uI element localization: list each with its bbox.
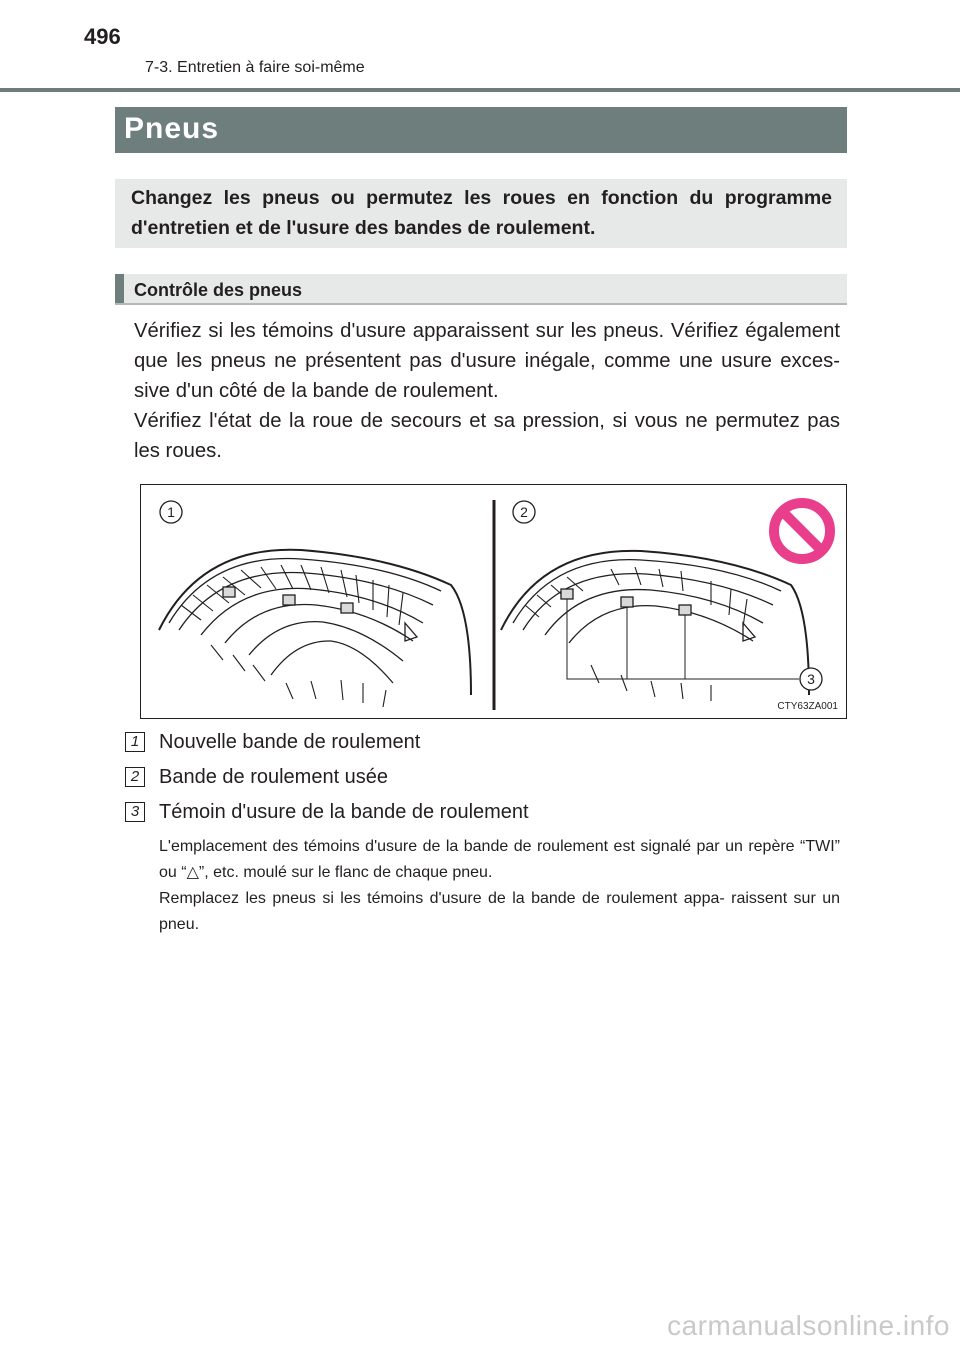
intro-box: Changez les pneus ou permutez les roues en fonction du programme d'entretien et de l'usure des bandes de roulement. xyxy=(115,179,847,248)
worn-tire-drawing xyxy=(501,551,809,701)
legend-number: 3 xyxy=(125,802,145,822)
legend-text: Nouvelle bande de roulement xyxy=(159,731,421,753)
subsection-header xyxy=(115,274,847,305)
note-2: Remplacez les pneus si les témoins d'usure de la bande de roulement appa- raissent sur un pneu. xyxy=(159,890,840,933)
legend-text: Bande de roulement usée xyxy=(159,766,389,788)
svg-text:1: 1 xyxy=(167,504,175,520)
figure-label-1 xyxy=(160,501,182,523)
figure-code: CTY63ZA001 xyxy=(777,701,838,712)
svg-text:2: 2 xyxy=(520,504,528,520)
paragraph-1: Vérifiez si les témoins d'usure apparaissent sur les pneus. Vérifiez également que les pneus ne présentent pas d'usure inégale, comme une usure exces- sive d'un côté de la bande de roulement. xyxy=(134,320,840,402)
figure-label-3 xyxy=(800,668,822,690)
tire-figure xyxy=(140,484,847,719)
prohibited-icon xyxy=(774,503,830,559)
legend-number: 2 xyxy=(125,767,145,787)
subsection-title: Contrôle des pneus xyxy=(134,280,303,300)
svg-text:3: 3 xyxy=(807,671,815,687)
paragraph-2: Vérifiez l'état de la roue de secours et sa pression, si vous ne permutez pas les roues. xyxy=(134,410,840,462)
figure-label-2 xyxy=(513,501,535,523)
page-title: Pneus xyxy=(115,107,847,153)
tire-illustration xyxy=(141,485,848,720)
new-tire-drawing xyxy=(159,550,471,707)
note-1: L'emplacement des témoins d'usure de la bande de roulement est signalé par un repère “TWI” ou “△”, etc. moulé sur le flanc de chaque pneu. xyxy=(159,838,840,881)
page-number: 496 xyxy=(84,24,121,49)
watermark: carmanualsonline.info xyxy=(667,1310,950,1341)
header-rule xyxy=(0,88,960,92)
section-title: 7-3. Entretien à faire soi-même xyxy=(145,59,365,76)
legend-number: 1 xyxy=(125,732,145,752)
subsection-stripe xyxy=(115,274,124,303)
legend-text: Témoin d'usure de la bande de roulement xyxy=(159,801,529,823)
